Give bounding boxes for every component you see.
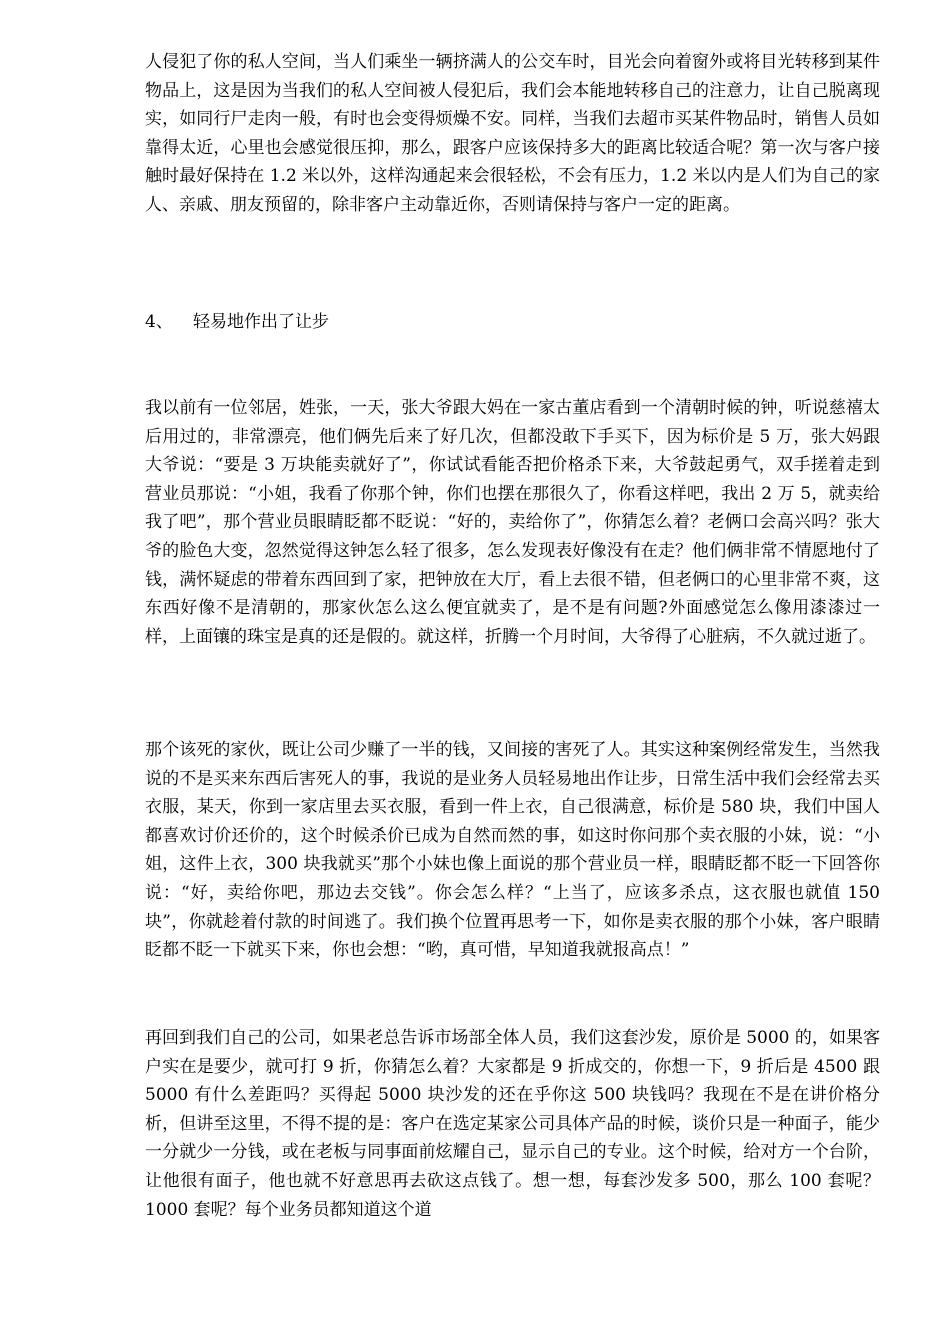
section-heading — [145, 308, 329, 336]
paragraph-clock-story: 我以前有一位邻居，姓张，一天，张大爷跟大妈在一家古董店看到一个清朝时候的钟，听说慈禧太后用过的，非常漂亮，他们俩先后来了好几次，但都没敢下手买下，因为标价是 5 万，张大妈跟大爷说：“要是 3 万块能卖就好了”，你试试看能否把价格杀下来，大爷鼓起勇气，双手搓着走到营业员那说：“小姐，我看了你那个钟，你们也摆在那很久了，你看这样吧，我出 2 万 5，就卖给我了吧”，那个营业员眼睛眨都不眨说：“好的，卖给你了”，你猜怎么着？老俩口会高兴吗？张大爷的脸色大变，忽然觉得这钟怎么轻了很多，怎么发现表好像没有在走？他们俩非常不情愿地付了钱，满怀疑虑的带着东西回到了家，把钟放在大厅，看上去很不错，但老俩口的心里非常不爽，这东西好像不是清朝的，那家伙怎么这么便宜就卖了，是不是有问题?外面感觉怎么像用漆漆过一样，上面镶的珠宝是真的还是假的。就这样，折腾一个月时间，大爷得了心脏病，不久就过逝了。 — [145, 398, 880, 647]
section-title: 轻易地作出了让步 — [193, 312, 329, 332]
paragraph-sofa-discount: 再回到我们自己的公司，如果老总告诉市场部全体人员，我们这套沙发，原价是 5000 的，如果客户实在是要少，就可打 9 折，你猜怎么着？大家都是 9 折成交的，你想一下，9 折后是 4500 跟 5000 有什么差距吗？买得起 5000 块沙发的还在乎你这 500 块钱吗？我现在不是在讲价格分析，但讲至这里，不得不提的是：客户在选定某家公司具体产品的时候，谈价只是一种面子，能少一分就少一分钱，或在老板与同事面前炫耀自己，显示自己的专业。这个时候，给对方一个台阶，让他很有面子，他也就不好意思再去砍这点钱了。想一想，每套沙发多 500，那么 100 套呢？1000 套呢？每个业务员都知道这个道 — [145, 1028, 880, 1220]
paragraph-clothes-story: 那个该死的家伙，既让公司少赚了一半的钱，又间接的害死了人。其实这种案例经常发生，当然我说的不是买来东西后害死人的事，我说的是业务人员轻易地出作让步，日常生活中我们会经常去买衣服，某天，你到一家店里去买衣服，看到一件上衣，自己很满意，标价是 580 块，我们中国人都喜欢讨价还价的，这个时候杀价已成为自然而然的事，如这时你问那个卖衣服的小妹，说：“小姐，这件上衣，300 块我就买”那个小妹也像上面说的那个营业员一样，眼睛眨都不眨一下回答你说：“好，卖给你吧，那边去交钱”。你会怎么样？“上当了，应该多杀点，这衣服也就值 150 块”，你就趁着付款的时间逃了。我们换个位置再思考一下，如你是卖衣服的那个小妹，客户眼睛眨都不眨一下就买下来，你也会想：“哟，真可惜，早知道我就报高点！” — [145, 740, 880, 961]
section-number: 4、 — [145, 312, 173, 332]
paragraph-personal-space: 人侵犯了你的私人空间，当人们乘坐一辆挤满人的公交车时，目光会向着窗外或将目光转移到某件物品上，这是因为当我们的私人空间被人侵犯后，我们会本能地转移自己的注意力，让自己脱离现实，如同行尸走肉一般，有时也会变得烦燥不安。同样，当我们去超市买某件物品时，销售人员如靠得太近，心里也会感觉很压抑，那么，跟客户应该保持多大的距离比较适合呢？第一次与客户接触时最好保持在 1.2 米以外，这样沟通起来会很轻松，不会有压力，1.2 米以内是人们为自己的家人、亲戚、朋友预留的，除非客户主动靠近你，否则请保持与客户一定的距离。 — [145, 52, 880, 215]
